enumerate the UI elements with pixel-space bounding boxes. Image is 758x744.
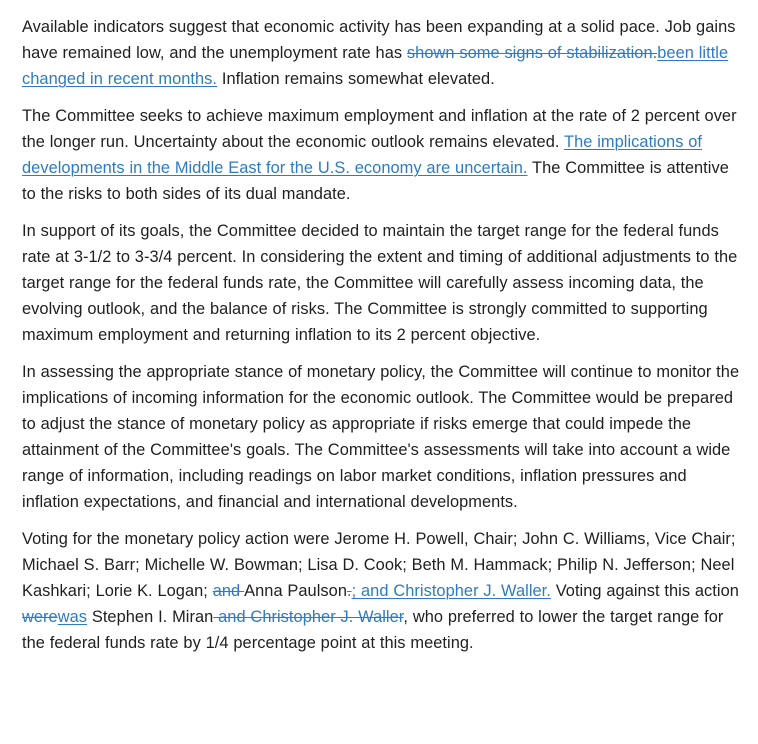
text-segment: In support of its goals, the Committee decided to maintain the target range for the federal funds rate at 3-1/2 to 3-3/4 percent. In considering the extent and timing of additional adjustments to the target range for the federal funds rate, the Committee will carefully assess incoming data, the evolving outlook, and the balance of risks. The Committee is strongly committed to supporting maximum employment and returning inflation to its 2 percent objective. [22, 222, 738, 344]
text-segment: The Committee seeks to achieve maximum employment and inflation at the rate of 2 percent over the longer run. Uncertainty about the economic outlook remains elevated. [22, 107, 737, 151]
text-segment: In assessing the appropriate stance of monetary policy, the Committee will continue to monitor the implications of incoming information for the economic outlook. The Committee would be prepared to adjust the stance of monetary policy as appropriate if risks emerge that could impede the attainment of the Committee's goals. The Committee's assessments will take into account a wide range of information, including readings on labor market conditions, inflation pressures and inflation expectations, and financial and international developments. [22, 363, 740, 511]
inserted-text: The implications of developments in the Middle East for the U.S. economy are uncertain. [22, 133, 703, 177]
text-segment: Voting against this action [550, 582, 739, 600]
deleted-text: were [22, 608, 58, 626]
text-segment: The Committee is attentive to the risks to both sides of its dual mandate. [22, 159, 729, 203]
text-segment: Inflation remains somewhat elevated. [217, 70, 495, 88]
deleted-text: shown some signs of stabilization. [406, 44, 658, 62]
paragraph-policy-stance [22, 359, 740, 515]
inserted-text: ; and Christopher J. Waller. [351, 582, 551, 600]
text-segment: Stephen I. Miran [87, 608, 214, 626]
text-segment: Available indicators suggest that economic activity has been expanding at a solid pace. Job gains have remained low, and the unemployment rate has [22, 18, 736, 62]
text-segment: Voting for the monetary policy action were Jerome H. Powell, Chair; John C. Williams, Vice Chair; Michael S. Barr; Michelle W. Bowman; Lisa D. Cook; Beth M. Hammack; Philip N. Jefferson; Neel Kashkari; Lorie K. Logan; [22, 530, 736, 600]
inserted-text: was [57, 608, 88, 626]
deleted-text: and Christopher J. Waller [213, 608, 404, 626]
deleted-text: and [212, 582, 245, 600]
text-segment: , who preferred to lower the target range for the federal funds rate by 1/4 percentage point at this meeting. [22, 608, 724, 652]
deleted-text: . [347, 582, 352, 600]
paragraph-committee-goals [22, 103, 740, 207]
paragraph-economic-activity [22, 14, 740, 92]
text-segment: Anna Paulson [244, 582, 347, 600]
inserted-text: been little changed in recent months. [22, 44, 729, 88]
paragraph-policy-decision [22, 218, 740, 348]
paragraph-voting [22, 526, 740, 656]
